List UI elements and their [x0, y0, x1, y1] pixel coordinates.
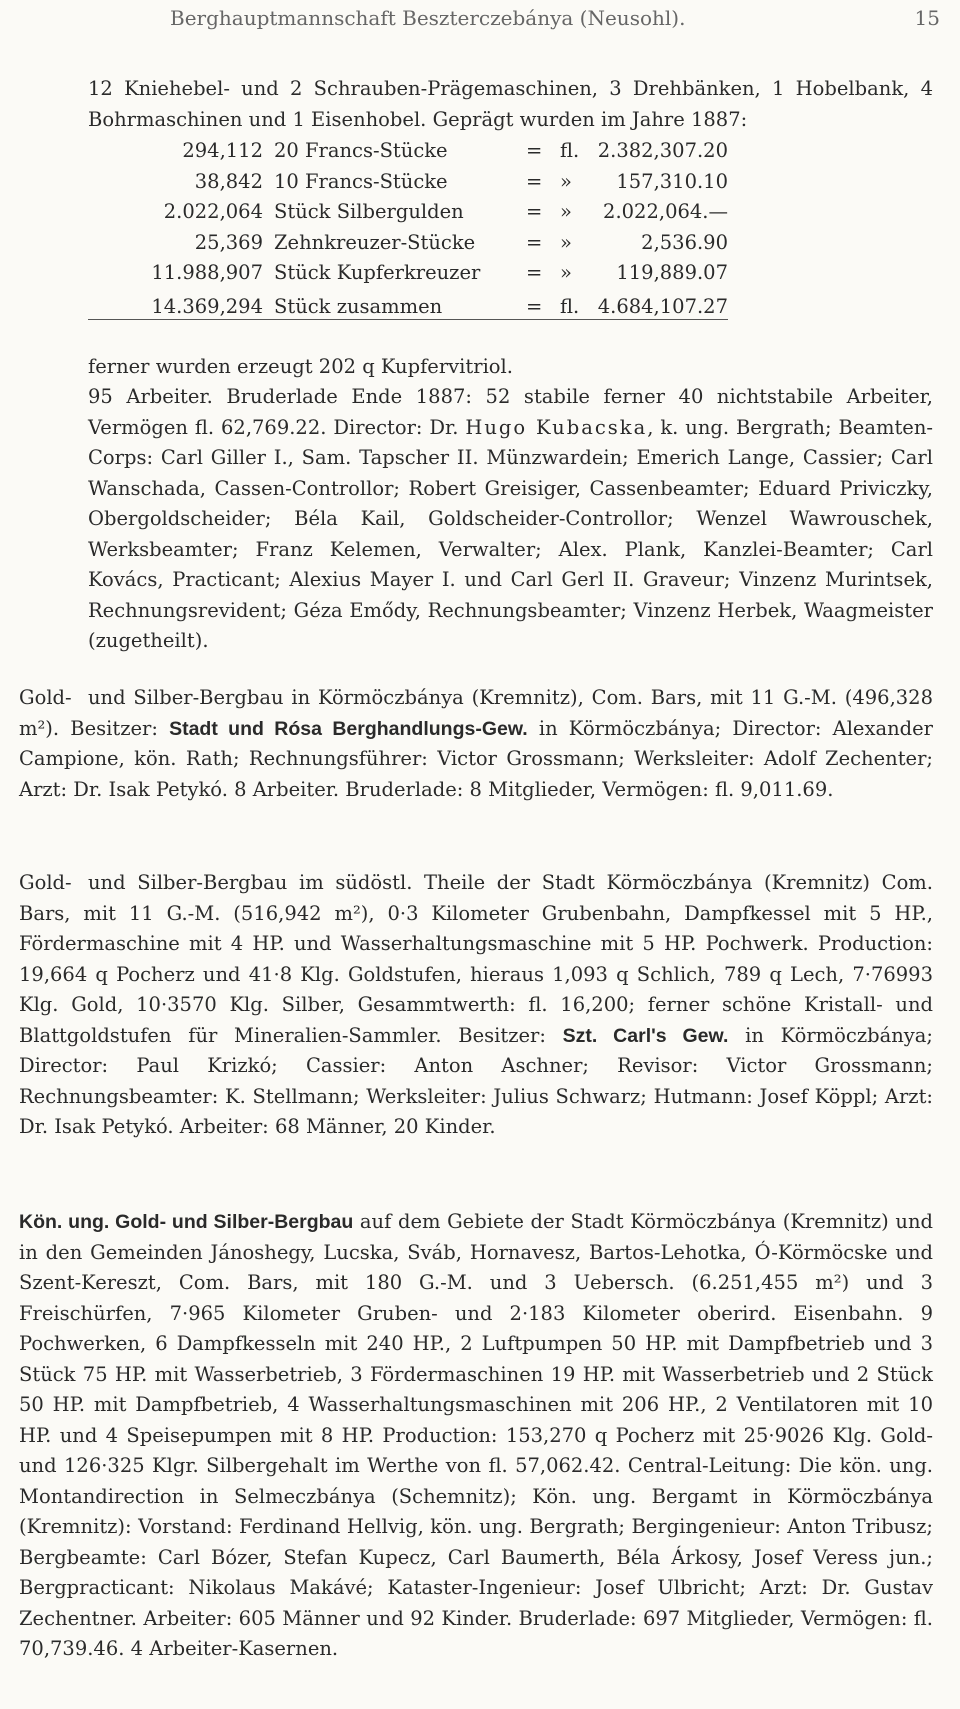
coinage-unit: »: [560, 230, 572, 254]
coinage-desc: Stück Silbergulden: [274, 200, 464, 223]
paragraph-text: und Silber-Bergbau im südöstl. Theile der Stadt Körmöczbánya (Kremnitz) Com. Bars, mit 11 G.-M. (516,942 m²), 0·3 Kilometer Grubenbahn, Dampfkessel mit 5 HP., Fördermaschine mit 4 HP. und Wasserhaltungsmaschine mit 5 HP. Pochwerk. Production: 19,664 q Pocherz und 41·8 Klg. Goldstufen, hieraus 1,093 q Schlich, 789 q Lech, 7·76993 Klg. Gold, 10·3570 Klg. Silber, Gesammtwerth: fl. 16,200; ferner schöne Kristall- und Blattgoldstufen für Mineralien-Sammler. Besitzer:: [19, 871, 933, 1047]
coinage-row: [88, 167, 728, 198]
entry-label: Gold-: [19, 871, 72, 894]
coinage-eq: =: [526, 261, 543, 284]
paragraph-text: , k. ung. Bergrath; Beamten-Corps: Carl Giller I., Sam. Tapscher II. Münzwardein; Emerich Lange, Cassier; Carl Wanschada, Cassen-Controllor; Robert Greisiger, Cassenbeamter; Eduard Priviczky, Obergoldscheider; Béla Kail, Goldscheider-Controllor; Wenzel Wawrouschek, Werksbeamter; Franz Kelemen, Verwalter; Alex. Plank, Kanzlei-Beamter; Carl Kovács, Practicant; Alexius Mayer I. und Carl Gerl II. Graveur; Vinzenz Murintsek, Rechnungsrevident; Géza Emődy, Rechnungsbeamter; Vinzenz Herbek, Waagmeister (zugetheilt).: [88, 415, 933, 652]
coinage-value: 2.022,064.—: [603, 200, 728, 223]
entry-label: Kön. ung. Gold- und Silber-Bergbau: [19, 1211, 354, 1233]
coinage-row: [88, 228, 728, 259]
coinage-qty: 294,112: [182, 139, 263, 162]
intro-paragraph: 12 Kniehebel- und 2 Schrauben-Prägemaschinen, 3 Drehbänken, 1 Hobelbank, 4 Bohrmaschinen und 1 Eisenhobel. Geprägt wurden im Jahre 1887:: [88, 77, 933, 131]
coinage-desc: Stück Kupferkreuzer: [274, 261, 481, 284]
page-number: 15: [914, 6, 940, 30]
coinage-value: 119,889.07: [616, 261, 728, 284]
entry-szt-carl: [19, 868, 933, 1143]
coinage-unit: »: [560, 261, 572, 284]
total-value: 4.684,107.27: [597, 294, 728, 318]
coinage-value: 2,536.90: [641, 230, 728, 254]
total-unit: fl.: [560, 294, 580, 318]
coinage-unit: fl.: [560, 139, 580, 162]
paragraph-text: 95 Arbeiter. Bruderlade Ende 1887: 52 stabile ferner 40 nichtstabile Arbeiter, Vermögen fl. 62,769.22. Director: Dr.: [88, 385, 933, 439]
owner-name: Szt. Carl's Gew.: [562, 1024, 729, 1047]
total-qty: 14.369,294: [151, 294, 263, 318]
coinage-eq: =: [526, 139, 543, 162]
coinage-qty: 38,842: [194, 169, 263, 193]
paragraph-text: und Silber-Bergbau in Körmöczbánya (Kremnitz), Com. Bars, mit 11 G.-M. (496,328 m²). Besitzer:: [19, 686, 933, 740]
coinage-qty: 2.022,064: [163, 200, 263, 223]
entry-stadt-rosa: [19, 683, 933, 805]
running-header: [170, 6, 940, 30]
entry-label: Gold-: [19, 686, 72, 709]
coinage-eq: =: [526, 230, 543, 254]
coinage-qty: 11.988,907: [151, 261, 263, 284]
coinage-qty: 25,369: [194, 230, 263, 254]
coinage-desc: Zehnkreuzer-Stücke: [274, 230, 476, 254]
total-desc: Stück zusammen: [274, 294, 443, 318]
header-title: Berghauptmannschaft Beszterczebánya (Neusohl).: [170, 6, 686, 30]
paragraph-text: in Körmöczbánya; Director: Alexander Campione, kön. Rath; Rechnungsführer: Victor Grossmann; Werksleiter: Adolf Zechenter; Arzt: Dr. Isak Petykó. 8 Arbeiter. Bruderlade: 8 Mitglieder, Vermögen: fl. 9,011.69.: [19, 716, 933, 801]
paragraph-text: auf dem Gebiete der Stadt Körmöczbánya (Kremnitz) und in den Gemeinden Jánoshegy, Lucska, Sváb, Hornavesz, Bartos-Lehotka, Ó-Körmöcske und Szent-Kereszt, Com. Bars, mit 180 G.-M. und 3 Uebersch. (6.251,455 m²) und 3 Freischürfen, 7·965 Kilometer Gruben- und 2·183 Kilometer oberird. Eisenbahn. 9 Pochwerken, 6 Dampfkesseln mit 240 HP., 2 Luftpumpen 50 HP. mit Dampfbetrieb und 3 Stück 75 HP. mit Wasserbetrieb, 3 Fördermaschinen 19 HP. mit Wasserbetrieb und 2 Stück 50 HP. mit Dampfbetrieb, 4 Wasserhaltungsmaschinen mit 206 HP., 2 Ventilatoren mit 10 HP. und 4 Speisepumpen mit 8 HP. Production: 153,270 q Pocherz mit 25·9026 Klg. Gold- und 126·325 Klgr. Silbergehalt im Werthe von fl. 57,062.42. Central-Leitung: Die kön. ung. Montandirection in Selmeczbánya (Schemnitz); Kön. ung. Bergamt in Körmöczbánya (Kremnitz): Vorstand: Ferdinand Hellvig, kön. ung. Bergrath; Bergingenieur: Anton Tribusz; Bergbeamte: Carl Bózer, Stefan Kupecz, Carl Baumerth, Béla Árkosy, Josef Veress jun.; Bergpracticant: Nikolaus Makávé; Kataster-Ingenieur: Josef Ulbricht; Arzt: Dr. Gustav Zechentner. Arbeiter: 605 Männer und 92 Kinder. Bruderlade: 697 Mitglieder, Vermögen: fl. 70,739.46. 4 Arbeiter-Kasernen.: [19, 1210, 933, 1660]
coinage-row: [88, 258, 728, 289]
paragraph-kupfervitriol: ferner wurden erzeugt 202 q Kupfervitriol.: [88, 355, 513, 378]
coinage-eq: =: [526, 169, 543, 193]
coinage-desc: 10 Francs-Stücke: [274, 169, 448, 193]
entry-kon-ung: [19, 1207, 933, 1665]
coinage-unit: »: [560, 169, 572, 193]
owner-name: Stadt und Rósa Berghandlungs-Gew.: [169, 717, 528, 740]
total-eq: =: [526, 294, 543, 318]
coinage-row: [88, 136, 728, 167]
coinage-unit: »: [560, 200, 572, 223]
coinage-value: 2.382,307.20: [597, 139, 728, 162]
coinage-row: [88, 197, 728, 228]
coinage-desc: 20 Francs-Stücke: [274, 139, 448, 162]
coinage-value: 157,310.10: [616, 169, 728, 193]
director-name: Hugo Kubacska: [465, 415, 648, 439]
coinage-eq: =: [526, 200, 543, 223]
paragraph-text: in Körmöczbánya; Director: Paul Krizkó; Cassier: Anton Aschner; Revisor: Victor Grossmann; Rechnungsbeamter: K. Stellmann; Werksleiter: Julius Schwarz; Hutmann: Josef Köppl; Arzt: Dr. Isak Petykó. Arbeiter: 68 Männer, 20 Kinder.: [19, 1023, 933, 1138]
paragraph-staff: [88, 382, 933, 657]
coinage-total-row: [88, 292, 728, 323]
coinage-table: [88, 136, 728, 322]
